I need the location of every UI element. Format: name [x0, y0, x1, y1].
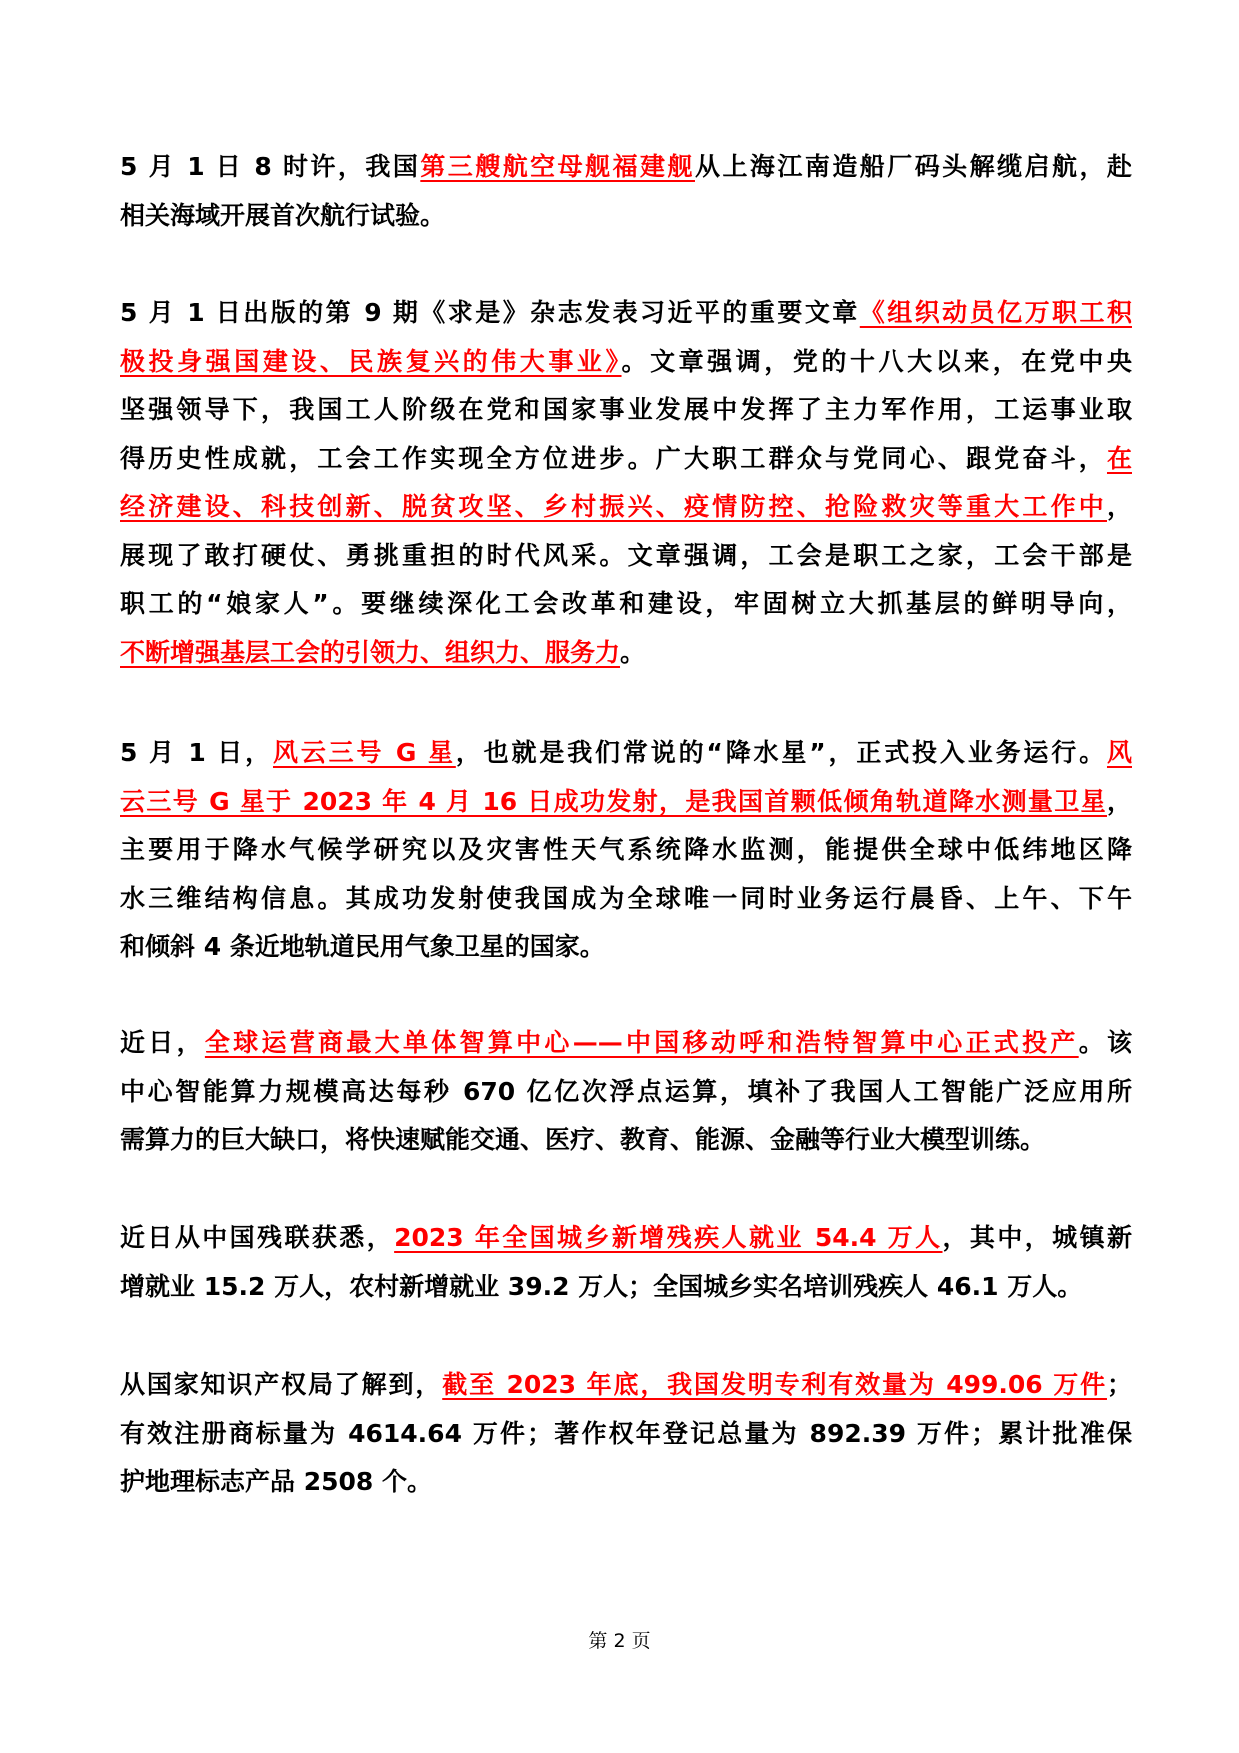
text-line	[120, 532, 1132, 581]
page-number: 第 2 页	[588, 1630, 651, 1652]
body-text: 水三维结构信息。其成功发射使我国成为全球唯一同时业务运行晨昏、上午、下午	[120, 883, 1132, 913]
body-text: 得历史性成就，工会工作实现全方位进步。广大职工群众与党同心、跟党奋斗，	[120, 443, 1107, 473]
highlighted-text: 第三艘航空母舰福建舰	[420, 152, 695, 181]
body-text: 坚强领导下，我国工人阶级在党和国家事业发展中发挥了主力军作用，工运事业取	[120, 395, 1132, 424]
text-line	[120, 192, 1132, 241]
text-line	[120, 143, 1132, 192]
text-line	[120, 1263, 1132, 1312]
body-text: 从上海江南造船厂码头解缆启航，赴	[694, 152, 1132, 181]
body-text: 有效注册商标量为 4614.64 万件；著作权年登记总量为 892.39 万件；累计批准保	[120, 1418, 1132, 1448]
text-line	[120, 923, 1132, 972]
text-line	[120, 1068, 1132, 1117]
highlighted-text: 云三号 G 星于 2023 年 4 月 16 日成功发射，是我国首颗低倾角轨道降水测量卫星	[120, 786, 1107, 816]
text-line	[120, 483, 1132, 532]
highlighted-text: 经济建设、科技创新、脱贫攻坚、乡村振兴、疫情防控、抢险救灾等重大工作中	[120, 492, 1107, 521]
text-line	[120, 629, 1132, 678]
body-text: ；	[1106, 1370, 1132, 1399]
text-line	[120, 1214, 1132, 1263]
paragraph-computing-center	[120, 1019, 1132, 1165]
text-line	[120, 1019, 1132, 1068]
body-text: 增就业 15.2 万人，农村新增就业 39.2 万人；全国城乡实名培训残疾人 46.1 万人。	[120, 1271, 1083, 1301]
body-text: ，也就是我们常说的“降水星”，正式投入业务运行。	[455, 738, 1107, 767]
text-line	[120, 778, 1132, 827]
highlighted-text: 截至 2023 年底，我国发明专利有效量为 499.06 万件	[442, 1370, 1107, 1399]
body-text: ，	[1106, 786, 1132, 816]
highlighted-text: 2023 年全国城乡新增残疾人就业 54.4 万人	[394, 1223, 943, 1252]
body-text: 。该	[1078, 1028, 1132, 1057]
body-text: 近日从中国残联获悉，	[120, 1223, 395, 1252]
paragraph-fujian-carrier	[120, 143, 1132, 240]
body-text: 职工的“娘家人”。要继续深化工会改革和建设，牢固树立大抓基层的鲜明导向，	[120, 589, 1132, 618]
body-text: 。文章强调，党的十八大以来，在党中央	[621, 346, 1132, 376]
body-text: 相关海域开展首次航行试验。	[120, 200, 446, 230]
body-text: ，	[1106, 492, 1132, 521]
paragraph-fengyun-satellite	[120, 729, 1132, 972]
body-text: 主要用于降水气候学研究以及灾害性天气系统降水监测，能提供全球中低纬地区降	[120, 835, 1132, 864]
highlighted-text: 不断增强基层工会的引领力、组织力、服务力	[120, 637, 621, 667]
body-text: ，其中，城镇新	[942, 1223, 1132, 1252]
highlighted-text: 《组织动员亿万职工积	[859, 298, 1132, 327]
body-text: 需算力的巨大缺口，将快速赋能交通、医疗、教育、能源、金融等行业大模型训练。	[120, 1125, 1046, 1154]
highlighted-text: 极投身强国建设、民族复兴的伟大事业》	[120, 346, 622, 376]
highlighted-text: 全球运营商最大单体智算中心——中国移动呼和浩特智算中心正式投产	[204, 1028, 1079, 1057]
body-text: 从国家知识产权局了解到，	[120, 1370, 443, 1399]
body-text: 5 月 1 日，	[120, 738, 273, 767]
text-line	[120, 826, 1132, 875]
text-line	[120, 729, 1132, 778]
highlighted-text: 风	[1106, 738, 1132, 767]
body-text: 护地理标志产品 2508 个。	[120, 1467, 432, 1496]
body-text: 展现了敢打硬仗、勇挑重担的时代风采。文章强调，工会是职工之家，工会干部是	[120, 540, 1132, 570]
body-text: 5 月 1 日出版的第 9 期《求是》杂志发表习近平的重要文章	[120, 298, 860, 327]
body-text: 近日，	[120, 1028, 205, 1057]
highlighted-text: 在	[1106, 443, 1132, 473]
text-line	[120, 580, 1132, 629]
text-line	[120, 435, 1132, 484]
text-line	[120, 875, 1132, 924]
text-line	[120, 1458, 1132, 1507]
text-line	[120, 1361, 1132, 1410]
paragraph-intellectual-property	[120, 1361, 1132, 1507]
text-line	[120, 338, 1132, 387]
text-line	[120, 1410, 1132, 1459]
body-text: 和倾斜 4 条近地轨道民用气象卫星的国家。	[120, 932, 605, 961]
paragraph-qiushi-article	[120, 289, 1132, 677]
highlighted-text: 风云三号 G 星	[272, 738, 456, 767]
body-text: 。	[620, 637, 646, 667]
body-text: 中心智能算力规模高达每秒 670 亿亿次浮点运算，填补了我国人工智能广泛应用所	[120, 1076, 1132, 1106]
text-line	[120, 386, 1132, 435]
body-text: 5 月 1 日 8 时许，我国	[120, 152, 421, 181]
text-line	[120, 1116, 1132, 1165]
paragraph-disabled-employment	[120, 1214, 1132, 1311]
text-line	[120, 289, 1132, 338]
